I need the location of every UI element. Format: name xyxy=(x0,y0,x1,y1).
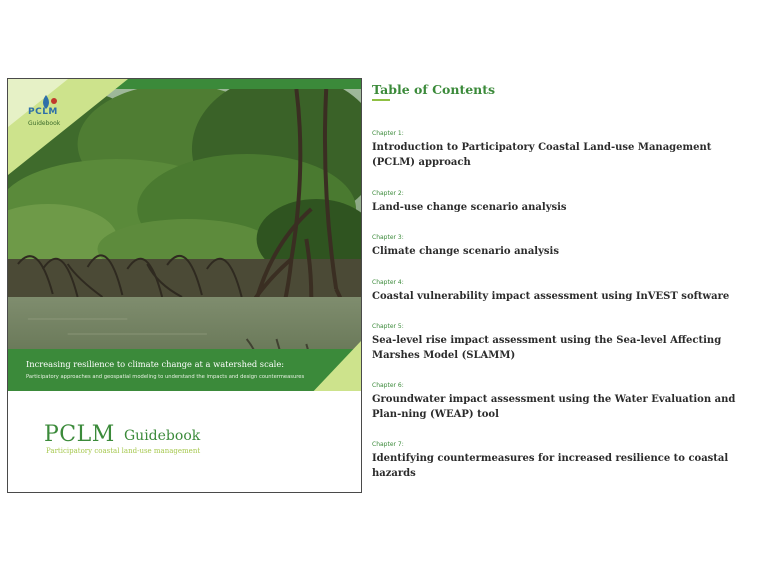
chapter-label: Chapter 1: xyxy=(372,130,404,137)
toc-chapter-7[interactable] xyxy=(372,441,744,481)
chapter-label: Chapter 2: xyxy=(372,190,404,197)
chapter-title: Groundwater impact assessment using the Water Evaluation and Plan-ning (WEAP) tool xyxy=(372,394,736,420)
chapter-label: Chapter 4: xyxy=(372,279,404,286)
guidebook-cover xyxy=(7,78,362,493)
cover-title-guidebook: Guidebook xyxy=(124,428,201,444)
chapter-title: Land-use change scenario analysis xyxy=(372,202,567,213)
cover-band-title: Increasing resilience to climate change at a watershed scale: xyxy=(26,359,285,369)
chapter-title: Identifying countermeasures for increased resilience to coastal hazards xyxy=(372,453,729,479)
cover-band-subtitle: Participatory approaches and geospatial modeling to understand the impacts and design countermeasures xyxy=(26,374,305,380)
logo-text: PCLM xyxy=(28,107,58,117)
cover-title-pclm: PCLM xyxy=(44,422,115,447)
chapter-title: Introduction to Participatory Coastal Land-use Management (PCLM) approach xyxy=(372,142,712,168)
chapter-title: Climate change scenario analysis xyxy=(372,246,559,257)
toc-chapter-6[interactable] xyxy=(372,382,744,422)
toc-chapter-1[interactable] xyxy=(372,130,744,170)
toc-chapter-2[interactable] xyxy=(372,190,744,216)
chapter-label: Chapter 6: xyxy=(372,382,404,389)
toc-chapter-5[interactable] xyxy=(372,323,744,363)
toc-chapter-3[interactable] xyxy=(372,234,744,260)
toc-heading: Table of Contents xyxy=(372,82,496,97)
chapter-label: Chapter 3: xyxy=(372,234,404,241)
chapter-label: Chapter 5: xyxy=(372,323,404,330)
cover-title-subtitle: Participatory coastal land-use management xyxy=(46,447,201,455)
chapter-title: Sea-level rise impact assessment using the Sea-level Affecting Marshes Model (SLAMM) xyxy=(372,335,722,361)
logo-subtitle: Guidebook xyxy=(28,120,61,127)
chapter-label: Chapter 7: xyxy=(372,441,404,448)
toc-chapter-4[interactable] xyxy=(372,279,744,305)
toc-underline xyxy=(372,99,390,101)
chapter-title: Coastal vulnerability impact assessment using InVEST software xyxy=(372,291,730,302)
